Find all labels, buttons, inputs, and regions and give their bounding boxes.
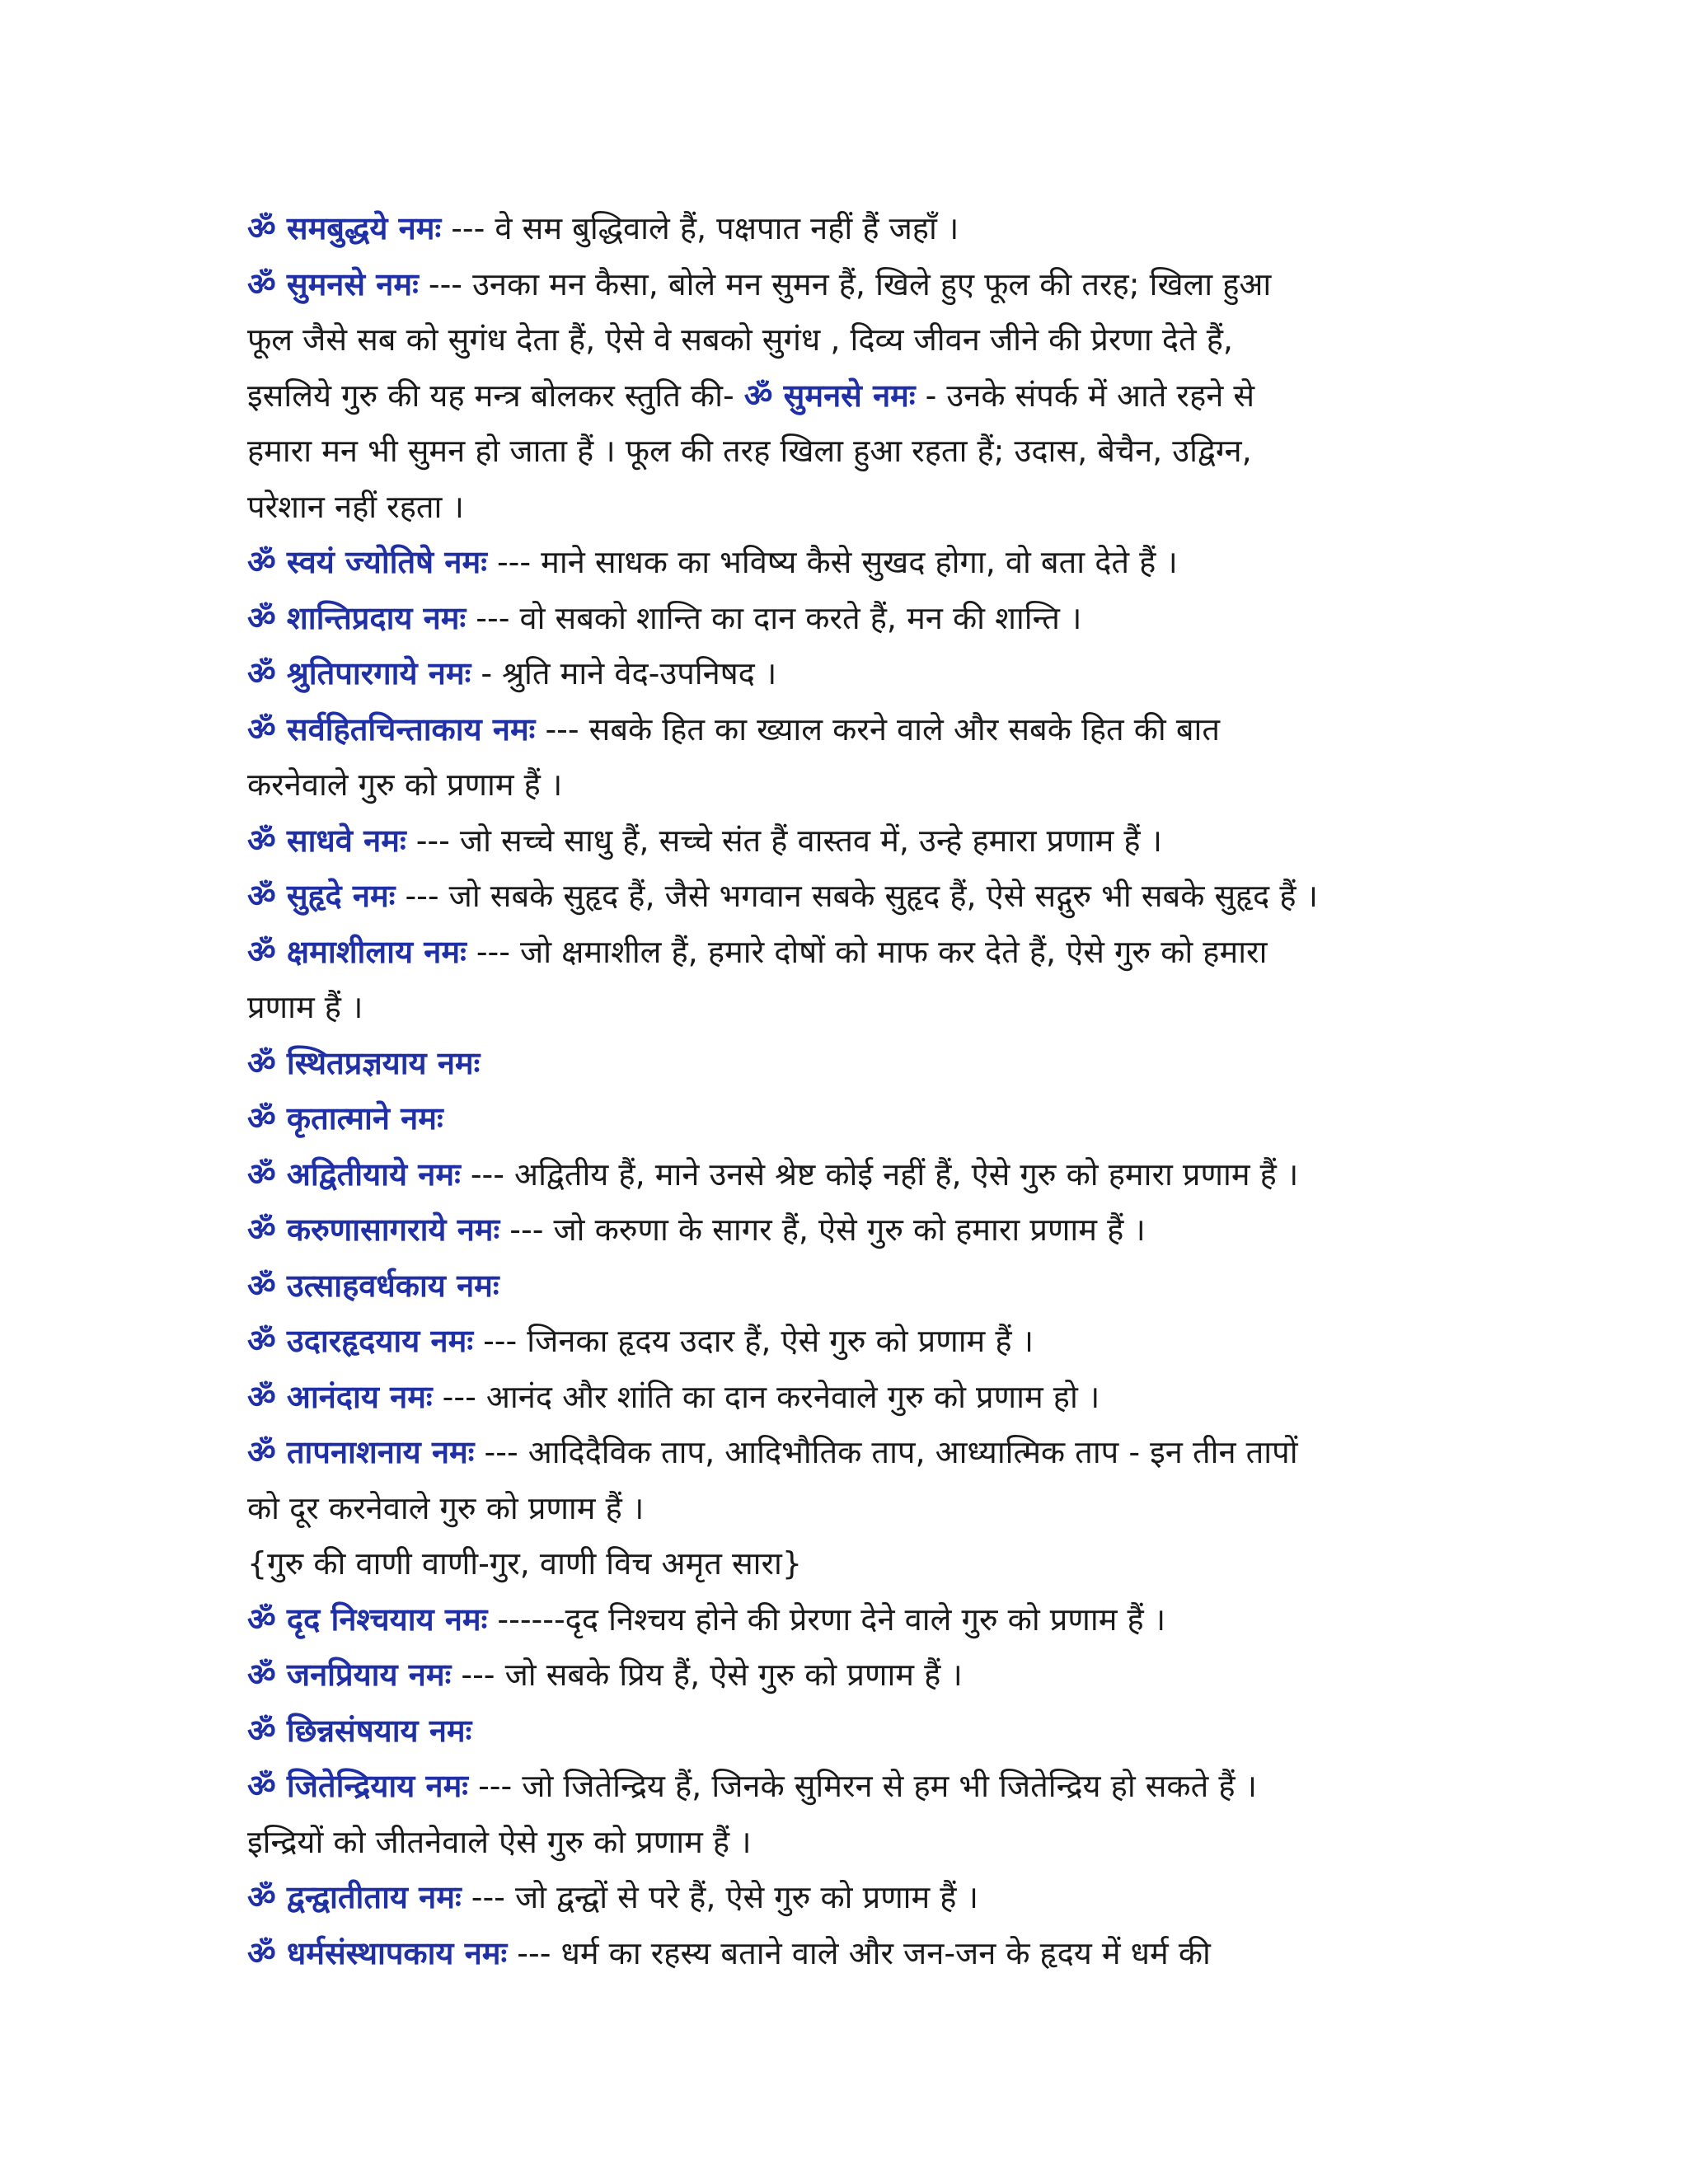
text-line [247, 757, 1441, 813]
explanation-text: --- आनंद और शांति का दान करनेवाले गुरु को प्रणाम हो । [432, 1378, 1100, 1415]
text-line [247, 1091, 1441, 1147]
mantra-heading: ॐ कृतात्माने नमः [247, 1100, 443, 1137]
mantra-heading: ॐ जनप्रियाय नमः [247, 1657, 452, 1693]
text-line [247, 1926, 1441, 1982]
text-line [247, 925, 1441, 981]
mantra-heading: ॐ क्षमाशीलाय नमः [247, 933, 467, 970]
explanation-text: --- जो करुणा के सागर हैं, ऐसे गुरु को हमारा प्रणाम हैं । [499, 1212, 1146, 1248]
text-line [247, 1314, 1441, 1370]
explanation-text: --- सबके हित का ख्याल करने वाले और सबके हित की बात [535, 710, 1221, 748]
explanation-text: इन्द्रियों को जीतनेवाले ऐसे गुरु को प्रणाम हैं । [247, 1823, 752, 1860]
explanation-text: ------दृद निश्चय होने की प्रेरणा देने वाले गुरु को प्रणाम हैं । [487, 1601, 1166, 1638]
explanation-text: परेशान नहीं रहता । [247, 488, 464, 525]
text-line [247, 1870, 1441, 1926]
mantra-heading: ॐ तापनाशनाय नमः [247, 1434, 475, 1470]
explanation-text: --- जो सबके प्रिय हैं, ऐसे गुरु को प्रणाम हैं । [451, 1657, 963, 1693]
text-line [247, 1759, 1441, 1815]
mantra-heading: ॐ दृद निश्चयाय नमः [247, 1601, 488, 1638]
text-line [247, 869, 1441, 925]
mantra-heading: ॐ धर्मसंस्थापकाय नमः [247, 1934, 508, 1971]
text-line [247, 1147, 1441, 1203]
explanation-text: - श्रुति माने वेद-उपनिषद । [471, 655, 777, 691]
explanation-text: --- उनका मन कैसा, बोले मन सुमन हैं, खिले हुए फूल की तरह; खिला हुआ [418, 265, 1272, 302]
explanation-text: --- जो सबके सुहृद हैं, जैसे भगवान सबके सुहृद हैं, ऐसे सद्गुरु भी सबके सुहृद हैं । [395, 878, 1318, 914]
mantra-heading: ॐ साधवे नमः [247, 822, 406, 859]
explanation-text: --- वे सम बुद्धिवाले हैं, पक्षपात नहीं हैं जहाँ । [441, 210, 959, 246]
text-line [247, 1258, 1441, 1315]
text-line [247, 368, 1441, 424]
explanation-text: --- अद्वितीय हैं, माने उनसे श्रेष्ट कोई नहीं हैं, ऐसे गुरु को हमारा प्रणाम हैं । [460, 1155, 1299, 1193]
mantra-heading: ॐ श्रुतिपारगाये नमः [247, 655, 471, 691]
text-line [247, 535, 1441, 591]
mantra-heading: ॐ स्थितप्रज्ञयाय नमः [247, 1044, 481, 1081]
explanation-text: इसलिये गुरु की यह मन्त्र बोलकर स्तुति की- [247, 377, 744, 414]
explanation-text: --- जो जितेन्द्रिय हैं, जिनके सुमिरन से हम भी जितेन्द्रिय हो सकते हैं । [468, 1768, 1258, 1804]
text-line [247, 1481, 1441, 1537]
mantra-heading: ॐ सुहृदे नमः [247, 878, 396, 914]
text-line [247, 257, 1441, 313]
mantra-heading: ॐ छिन्नसंषयाय नमः [247, 1712, 472, 1749]
explanation-text: --- धर्म का रहस्य बताने वाले और जन-जन के हृदय में धर्म की [507, 1934, 1211, 1971]
explanation-text: --- आदिदैविक ताप, आदिभौतिक ताप, आध्यात्मिक ताप - इन तीन तापों [474, 1434, 1298, 1470]
explanation-text: --- जिनका हृदय उदार हैं, ऐसे गुरु को प्रणाम हैं । [473, 1323, 1034, 1359]
mantra-heading: ॐ करुणासागराये नमः [247, 1212, 500, 1248]
mantra-heading: ॐ द्वन्द्वातीताय नमः [247, 1879, 462, 1915]
text-line [247, 480, 1441, 536]
mantra-heading: ॐ उत्साहवर्धकाय नमः [247, 1267, 499, 1304]
mantra-heading: ॐ आनंदाय नमः [247, 1378, 433, 1415]
explanation-text: --- जो क्षमाशील हैं, हमारे दोषों को माफ कर देते हैं, ऐसे गुरु को हमारा [466, 933, 1268, 970]
mantra-heading: ॐ अद्वितीयाये नमः [247, 1155, 461, 1193]
text-line [247, 1370, 1441, 1426]
explanation-text: {गुरु की वाणी वाणी-गुर, वाणी विच अमृत सारा} [247, 1545, 803, 1582]
text-line [247, 201, 1441, 257]
mantra-heading: ॐ उदारहृदयाय नमः [247, 1323, 473, 1359]
explanation-text: --- माने साधक का भविष्य कैसे सुखद होगा, वो बता देते हैं । [486, 544, 1178, 580]
text-line [247, 813, 1441, 869]
explanation-text: - उनके संपर्क में आते रहने से [915, 377, 1255, 414]
mantra-heading: ॐ स्वयं ज्योतिषे नमः [247, 544, 487, 580]
explanation-text: --- जो द्वन्द्वों से परे हैं, ऐसे गुरु को प्रणाम हैं । [461, 1879, 978, 1915]
explanation-text: हमारा मन भी सुमन हो जाता हैं । फूल की तरह खिला हुआ रहता हैं; उदास, बेचैन, उद्विग्न, [247, 433, 1252, 469]
text-line [247, 646, 1441, 702]
text-line [247, 591, 1441, 647]
mantra-heading: ॐ समबुद्धये नमः [247, 210, 442, 246]
text-line [247, 312, 1441, 368]
text-line [247, 1202, 1441, 1258]
text-line [247, 1704, 1441, 1760]
explanation-text: को दूर करनेवाले गुरु को प्रणाम हैं । [247, 1489, 645, 1526]
mantra-heading: ॐ जितेन्द्रियाय नमः [247, 1768, 468, 1804]
text-line [247, 424, 1441, 480]
text-line [247, 1036, 1441, 1092]
mantra-heading: ॐ शान्तिप्रदाय नमः [247, 599, 467, 636]
document-body [247, 201, 1441, 1981]
mantra-heading: ॐ सुमनसे नमः [247, 265, 419, 302]
mantra-heading: ॐ सुमनसे नमः [743, 377, 916, 414]
explanation-text: --- जो सच्चे साधु हैं, सच्चे संत हैं वास्तव में, उन्हे हमारा प्रणाम हैं । [406, 822, 1163, 859]
text-line [247, 1536, 1441, 1592]
explanation-text: फूल जैसे सब को सुगंध देता हैं, ऐसे वे सबको सुगंध , दिव्य जीवन जीने की प्रेरणा देते हैं, [247, 321, 1233, 358]
explanation-text: --- वो सबको शान्ति का दान करते हैं, मन की शान्ति । [466, 599, 1082, 636]
text-line [247, 1647, 1441, 1704]
explanation-text: करनेवाले गुरु को प्रणाम हैं । [247, 766, 563, 803]
text-line [247, 1815, 1441, 1871]
mantra-heading: ॐ सर्वहितचिन्ताकाय नमः [247, 710, 536, 748]
explanation-text: प्रणाम हैं । [247, 989, 363, 1025]
text-line [247, 702, 1441, 758]
text-line [247, 1592, 1441, 1648]
text-line [247, 980, 1441, 1036]
text-line [247, 1425, 1441, 1481]
